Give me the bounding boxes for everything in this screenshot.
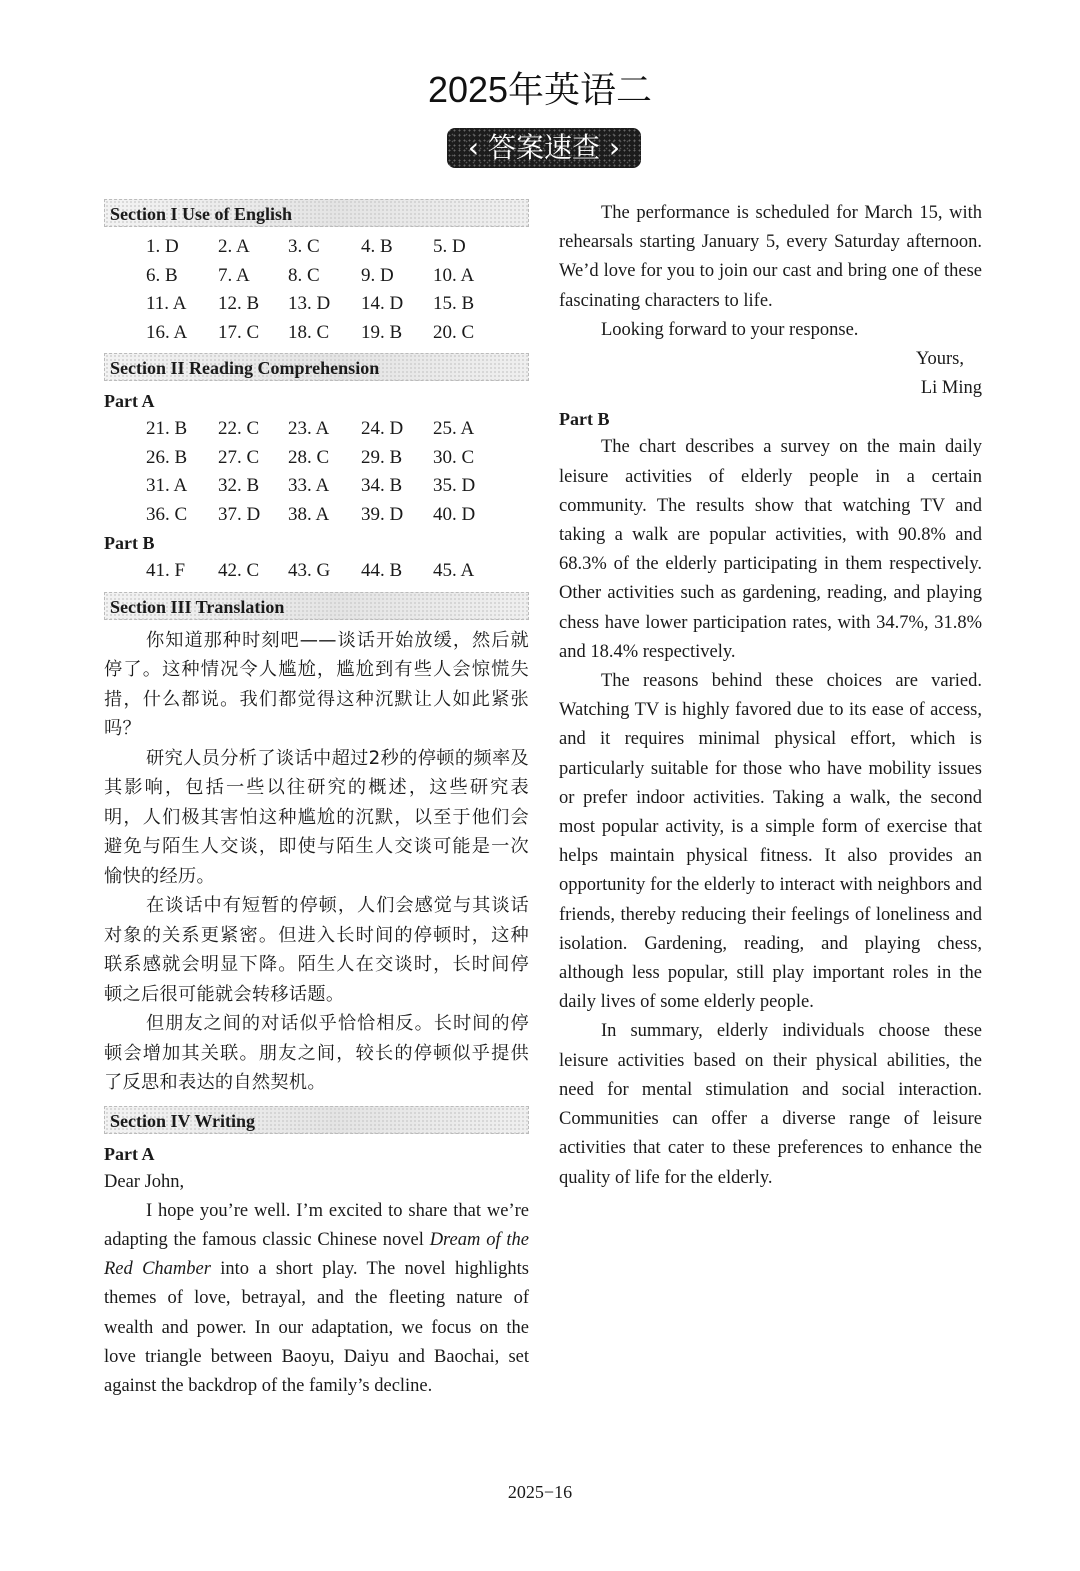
answer-item: 4. B [361, 236, 393, 257]
answer-item: 41. F [146, 560, 186, 581]
answer-grid-reading-part-b [104, 557, 529, 586]
answer-item: 5. D [433, 236, 466, 257]
answer-item: 9. D [361, 264, 394, 286]
answer-item: 2. A [218, 236, 250, 257]
answer-item: 42. C [218, 560, 260, 581]
essay-paragraph: The reasons behind these choices are varied. Watching TV is highly favored due to its ease of access, and it requires minimal physical effort, which is particularly suitable for those who have mobility issues or prefer indoor activities. Taking a walk, the second most popular activity, is a simple form of exercise that helps maintain physical fitness. It also provides an opportunity for the elderly to interact with neighbors and friends, thereby reducing their feelings of loneliness and isolation. Gardening, reading, and playing chess, although less popular, still play important roles in the daily lives of some elderly people. [559, 671, 982, 1013]
answer-item: 43. G [288, 560, 331, 581]
answer-item: 15. B [433, 293, 475, 314]
part-b-label: Part B [104, 533, 155, 553]
answer-item: 17. C [218, 321, 260, 343]
translation-paragraph: 但朋友之间的对话似乎恰恰相反。长时间的停顿会增加其关联。朋友之间，较长的停顿似乎提供了反思和表达的自然契机。 [104, 1013, 529, 1093]
left-column [104, 199, 529, 1401]
answer-item: 14. D [361, 293, 404, 314]
answer-item: 31. A [146, 475, 188, 496]
novel-title: Dream of the Red Chamber [104, 1229, 530, 1280]
answer-item: 30. C [433, 446, 475, 468]
answer-item: 45. A [433, 560, 475, 581]
answer-item: 33. A [288, 475, 330, 496]
answer-item: 10. A [433, 264, 475, 286]
section-heading-translation: Section III Translation [104, 592, 529, 620]
translation-paragraph: 在谈话中有短暂的停顿，人们会感觉与其谈话对象的关系更紧密。但进入长时间的停顿时，这种联系感就会明显下降。陌生人在交谈时，长时间停顿之后很可能就会转移话题。 [104, 895, 529, 1005]
letter-paragraph-3: Looking forward to your response. [601, 319, 859, 340]
letter-salutation: Dear John, [104, 1171, 185, 1192]
answer-item: 26. B [146, 446, 188, 468]
answer-item: 36. C [146, 503, 188, 525]
essay-paragraph: The chart describes a survey on the main daily leisure activities of elderly people in a certain community. The results show that watching TV and taking a walk are popular activities, with 90.8% and 68.3% of the elderly participating in them respectively. Other activities such as gardening, reading, and playing chess have lower participation rates, with 34.7%, 31.8% and 18.4% respectively. [559, 437, 982, 662]
answer-item: 35. D [433, 475, 476, 496]
answer-item: 19. B [361, 321, 403, 343]
letter-paragraph-1 [104, 1197, 529, 1401]
translation-paragraph: 研究人员分析了谈话中超过2秒的停顿的频率及其影响，包括一些以往研究的概述，这些研究表明，人们极其害怕这种尴尬的沉默，以至于他们会避免与陌生人交谈，即使与陌生人交谈可能是一次愉快的经历。 [104, 747, 529, 887]
answer-item: 37. D [218, 503, 261, 525]
answer-item: 44. B [361, 560, 403, 581]
answer-grid-section1 [104, 233, 529, 347]
letter-paragraph-2: The performance is scheduled for March 15, with rehearsals starting January 5, every Saturday afternoon. We’d love for you to join our cast and bring one of these fascinating characters to life. [559, 203, 982, 311]
answer-item: 38. A [288, 503, 330, 525]
answer-item: 25. A [433, 418, 475, 439]
writing-part-a-label: Part A [104, 1143, 155, 1164]
section-heading-reading: Section II Reading Comprehension [104, 353, 529, 381]
answer-item: 34. B [361, 475, 403, 496]
answer-item: 12. B [218, 293, 260, 314]
part-a-label: Part A [104, 391, 155, 411]
answer-item: 16. A [146, 321, 188, 343]
writing-part-b-label: Part B [559, 409, 610, 430]
answer-item: 13. D [288, 293, 331, 314]
page-title: 2025年英语二 [427, 69, 653, 110]
translation-paragraph: 你知道那种时刻吧——谈话开始放缓，然后就停了。这种情况令人尴尬，尴尬到有些人会惊慌失措，什么都说。我们都觉得这种沉默让人如此紧张吗？ [104, 629, 529, 739]
essay-paragraph: In summary, elderly individuals choose these leisure activities based on their physical abilities, the need for mental stimulation and social interaction. Communities can offer a diverse range of leisure activities that cater to these preferences to enhance the quality of life for the elderly. [559, 1021, 982, 1188]
answer-quick-check-badge: ‹ 答案速查 › [447, 128, 641, 168]
answer-item: 39. D [361, 503, 404, 525]
answer-item: 7. A [218, 264, 250, 286]
answer-item: 18. C [288, 321, 330, 343]
letter-closing: Yours, [916, 349, 964, 370]
section-heading-writing: Section IV Writing [104, 1106, 529, 1134]
answer-item: 1. D [146, 236, 179, 257]
answer-item: 24. D [361, 418, 404, 439]
answer-item: 32. B [218, 475, 260, 496]
answer-item: 29. B [361, 446, 403, 468]
answer-item: 8. C [288, 264, 320, 286]
letter-text: into a short play. The novel highlights themes of love, betrayal, and the fleeting nature of wealth and power. In our adaptation, we focus on the love triangle between Baoyu, Daiyu and Baochai, set against the backdrop of the family’s decline. [104, 1259, 529, 1396]
answer-item: 22. C [218, 418, 260, 439]
answer-item: 11. A [146, 293, 187, 314]
answer-item: 27. C [218, 446, 260, 468]
answer-item: 21. B [146, 418, 188, 439]
right-column [559, 199, 982, 1193]
answer-item: 6. B [146, 264, 178, 286]
answer-item: 40. D [433, 503, 476, 525]
letter-signature: Li Ming [920, 378, 982, 399]
section-heading-use-of-english: Section I Use of English [104, 199, 529, 227]
answer-item: 28. C [288, 446, 330, 468]
answer-item: 3. C [288, 236, 320, 257]
letter-text: I hope you’re well. I’m excited to share that we’re adapting the famous classic Chinese novel [104, 1200, 529, 1250]
answer-grid-reading-part-a [104, 415, 529, 529]
answer-item: 20. C [433, 321, 475, 343]
answer-item: 23. A [288, 418, 330, 439]
page-number: 2025−16 [507, 1482, 573, 1502]
